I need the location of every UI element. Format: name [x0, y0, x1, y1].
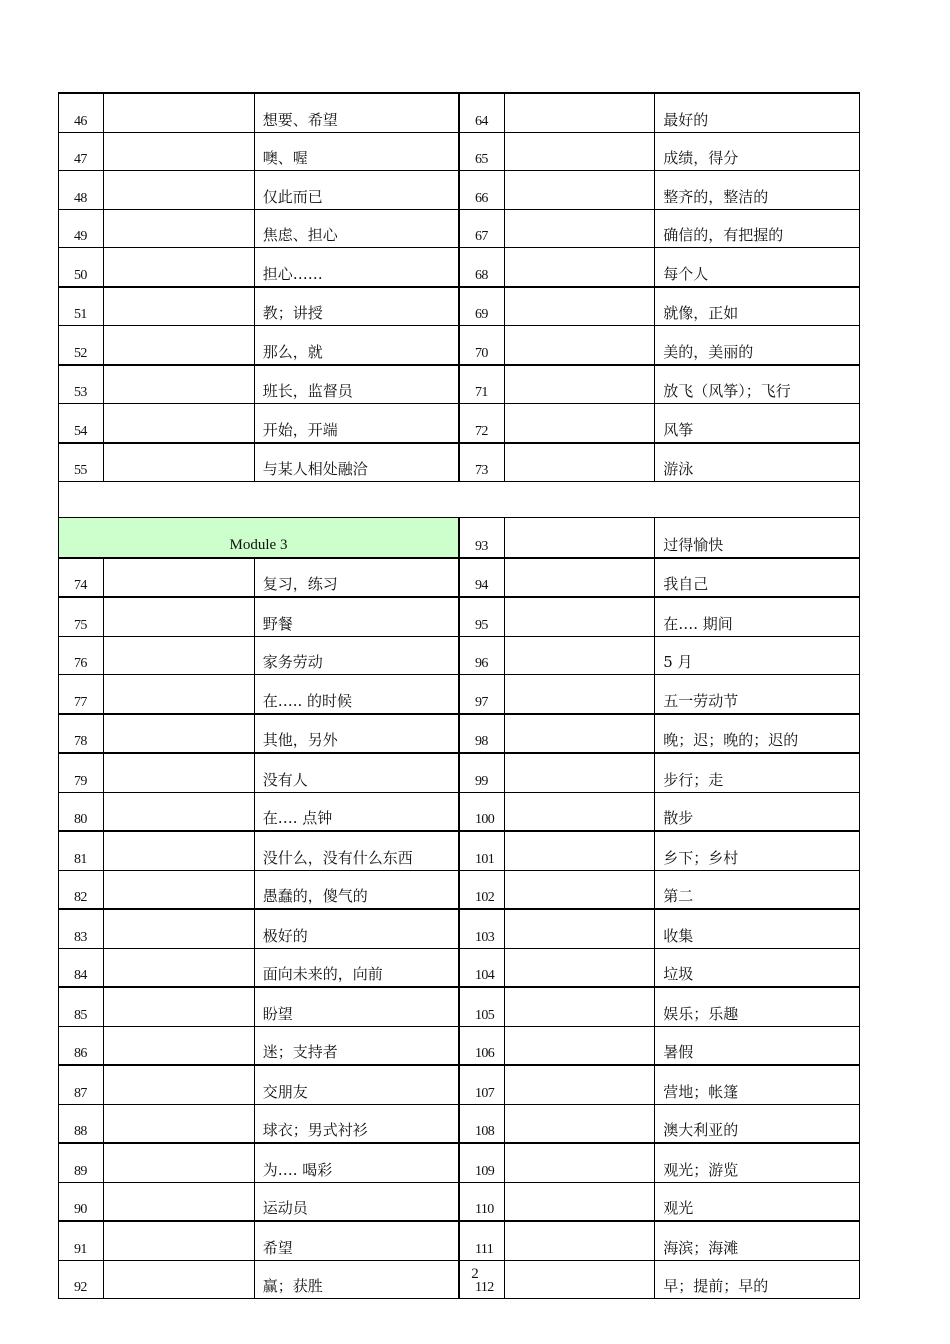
table-row: [59, 365, 860, 404]
item-number: 97: [459, 675, 504, 714]
item-number: 84: [59, 948, 104, 987]
answer-blank[interactable]: [504, 909, 655, 948]
item-meaning: 乡下；乡村: [655, 831, 860, 870]
item-meaning: 观光；游览: [655, 1143, 860, 1182]
item-meaning: 盼望: [254, 987, 459, 1026]
page-number: 2: [471, 1266, 479, 1282]
item-number: 65: [459, 132, 504, 171]
item-number: 106: [459, 1026, 504, 1065]
item-meaning: 在…. 期间: [655, 597, 860, 636]
answer-blank[interactable]: [104, 987, 255, 1026]
answer-blank[interactable]: [504, 443, 655, 482]
item-number: 48: [59, 171, 104, 210]
answer-blank[interactable]: [104, 248, 255, 287]
table-row: [59, 1143, 860, 1182]
table-row: [59, 404, 860, 443]
item-meaning: 在….. 的时候: [254, 675, 459, 714]
answer-blank[interactable]: [504, 132, 655, 171]
table-row: [59, 753, 860, 792]
answer-blank[interactable]: [504, 1104, 655, 1143]
vocabulary-table: [58, 92, 860, 1299]
table-row: [59, 1182, 860, 1221]
answer-blank[interactable]: [504, 753, 655, 792]
item-number: 66: [459, 171, 504, 210]
item-meaning: 观光: [655, 1182, 860, 1221]
item-number: 96: [459, 636, 504, 675]
item-meaning: 第二: [655, 870, 860, 909]
item-meaning: 整齐的，整洁的: [655, 171, 860, 210]
item-meaning: 班长，监督员: [254, 365, 459, 404]
answer-blank[interactable]: [104, 831, 255, 870]
answer-blank[interactable]: [504, 171, 655, 210]
item-number: 79: [59, 753, 104, 792]
answer-blank[interactable]: [104, 909, 255, 948]
answer-blank[interactable]: [104, 287, 255, 326]
item-number: 98: [459, 714, 504, 754]
item-number: 78: [59, 714, 104, 754]
answer-blank[interactable]: [104, 870, 255, 909]
answer-blank[interactable]: [504, 987, 655, 1026]
answer-blank[interactable]: [504, 209, 655, 248]
vocabulary-table-sheet: [58, 92, 860, 1299]
empty-row: [59, 482, 860, 518]
item-meaning: 迷；支持者: [254, 1026, 459, 1065]
section-gap-row: [59, 482, 860, 518]
answer-blank[interactable]: [104, 1065, 255, 1104]
item-number: 51: [59, 287, 104, 326]
table-row: [59, 948, 860, 987]
item-meaning: 运动员: [254, 1182, 459, 1221]
answer-blank[interactable]: [104, 948, 255, 987]
item-number: 77: [59, 675, 104, 714]
answer-blank[interactable]: [504, 870, 655, 909]
item-meaning: 在…. 点钟: [254, 792, 459, 831]
item-number: 107: [459, 1065, 504, 1104]
item-number: 83: [59, 909, 104, 948]
answer-blank[interactable]: [104, 1182, 255, 1221]
item-number: 111: [459, 1221, 504, 1260]
answer-blank[interactable]: [104, 636, 255, 675]
item-number: 109: [459, 1143, 504, 1182]
table-row: [59, 636, 860, 675]
answer-blank[interactable]: [104, 209, 255, 248]
answer-blank[interactable]: [104, 93, 255, 132]
item-number: 95: [459, 597, 504, 636]
table-row: [59, 248, 860, 287]
module-title: Module 3: [59, 518, 459, 558]
item-meaning: 步行；走: [655, 753, 860, 792]
item-number: 69: [459, 287, 504, 326]
table-row: [59, 93, 860, 132]
table-row: [59, 597, 860, 636]
item-number: 100: [459, 792, 504, 831]
item-meaning: 面向未来的，向前: [254, 948, 459, 987]
item-number: 71: [459, 365, 504, 404]
table-row: [59, 1065, 860, 1104]
item-meaning: 我自己: [655, 558, 860, 598]
item-number: 64: [459, 93, 504, 132]
item-number: 68: [459, 248, 504, 287]
answer-blank[interactable]: [504, 518, 655, 558]
answer-blank[interactable]: [504, 558, 655, 598]
item-number: 99: [459, 753, 504, 792]
item-meaning: 散步: [655, 792, 860, 831]
item-number: 93: [459, 518, 504, 558]
answer-blank[interactable]: [104, 1221, 255, 1260]
table-row: [59, 792, 860, 831]
item-number: 52: [59, 326, 104, 365]
item-meaning: 没什么，没有什么东西: [254, 831, 459, 870]
table-row: [59, 287, 860, 326]
item-meaning: 暑假: [655, 1026, 860, 1065]
answer-blank[interactable]: [104, 597, 255, 636]
item-meaning: 风筝: [655, 404, 860, 443]
item-meaning: 垃圾: [655, 948, 860, 987]
item-number: 70: [459, 326, 504, 365]
item-number: 72: [459, 404, 504, 443]
item-number: 105: [459, 987, 504, 1026]
module-header-row: [59, 518, 860, 558]
item-meaning: 焦虑、担心: [254, 209, 459, 248]
answer-blank[interactable]: [504, 714, 655, 754]
answer-blank[interactable]: [104, 404, 255, 443]
item-meaning: 游泳: [655, 443, 860, 482]
answer-blank[interactable]: [504, 1143, 655, 1182]
item-meaning: 家务劳动: [254, 636, 459, 675]
answer-blank[interactable]: [504, 1026, 655, 1065]
item-meaning: 野餐: [254, 597, 459, 636]
item-number: 50: [59, 248, 104, 287]
table-row: [59, 675, 860, 714]
table-row: [59, 1221, 860, 1260]
answer-blank[interactable]: [104, 714, 255, 754]
answer-blank[interactable]: [504, 1221, 655, 1260]
item-number: 46: [59, 93, 104, 132]
item-number: 90: [59, 1182, 104, 1221]
answer-blank[interactable]: [504, 93, 655, 132]
item-number: 89: [59, 1143, 104, 1182]
answer-blank[interactable]: [504, 326, 655, 365]
answer-blank[interactable]: [104, 792, 255, 831]
item-number: 73: [459, 443, 504, 482]
item-meaning: 美的，美丽的: [655, 326, 860, 365]
item-number: 67: [459, 209, 504, 248]
item-number: 85: [59, 987, 104, 1026]
table-row: [59, 831, 860, 870]
item-meaning: 为…. 喝彩: [254, 1143, 459, 1182]
item-number: 86: [59, 1026, 104, 1065]
item-meaning: 希望: [254, 1221, 459, 1260]
item-meaning: 营地；帐篷: [655, 1065, 860, 1104]
item-meaning: 就像，正如: [655, 287, 860, 326]
item-meaning: 海滨；海滩: [655, 1221, 860, 1260]
item-meaning: 过得愉快: [655, 518, 860, 558]
item-meaning: 交朋友: [254, 1065, 459, 1104]
item-meaning: 娱乐；乐趣: [655, 987, 860, 1026]
item-number: 103: [459, 909, 504, 948]
table-row: [59, 443, 860, 482]
item-number: 74: [59, 558, 104, 598]
table-row: [59, 870, 860, 909]
item-number: 104: [459, 948, 504, 987]
answer-blank[interactable]: [104, 1143, 255, 1182]
item-meaning: 想要、希望: [254, 93, 459, 132]
item-meaning: 最好的: [655, 93, 860, 132]
item-meaning: 晚；迟；晚的；迟的: [655, 714, 860, 754]
item-number: 80: [59, 792, 104, 831]
table-row: [59, 987, 860, 1026]
answer-blank[interactable]: [504, 1182, 655, 1221]
item-meaning: 教；讲授: [254, 287, 459, 326]
item-meaning: 开始，开端: [254, 404, 459, 443]
answer-blank[interactable]: [504, 792, 655, 831]
answer-blank[interactable]: [104, 1104, 255, 1143]
item-number: 88: [59, 1104, 104, 1143]
item-meaning: 担心……: [254, 248, 459, 287]
table-row: [59, 171, 860, 210]
item-meaning: 5 月: [655, 636, 860, 675]
item-number: 55: [59, 443, 104, 482]
answer-blank[interactable]: [104, 365, 255, 404]
item-meaning: 澳大利亚的: [655, 1104, 860, 1143]
item-number: 53: [59, 365, 104, 404]
item-meaning: 其他，另外: [254, 714, 459, 754]
item-number: 110: [459, 1182, 504, 1221]
item-number: 94: [459, 558, 504, 598]
table-row: [59, 1026, 860, 1065]
answer-blank[interactable]: [104, 1026, 255, 1065]
item-meaning: 愚蠢的，傻气的: [254, 870, 459, 909]
answer-blank[interactable]: [504, 248, 655, 287]
item-meaning: 仅此而已: [254, 171, 459, 210]
answer-blank[interactable]: [504, 365, 655, 404]
answer-blank[interactable]: [104, 558, 255, 598]
item-number: 75: [59, 597, 104, 636]
item-number: 102: [459, 870, 504, 909]
table-row: [59, 326, 860, 365]
table-row: [59, 558, 860, 598]
answer-blank[interactable]: [504, 404, 655, 443]
item-number: 49: [59, 209, 104, 248]
answer-blank[interactable]: [104, 132, 255, 171]
answer-blank[interactable]: [504, 675, 655, 714]
item-meaning: 与某人相处融洽: [254, 443, 459, 482]
answer-blank[interactable]: [104, 753, 255, 792]
item-meaning: 五一劳动节: [655, 675, 860, 714]
answer-blank[interactable]: [504, 287, 655, 326]
item-number: 91: [59, 1221, 104, 1260]
item-meaning: 赢；获胜: [254, 1260, 459, 1299]
item-number: 108: [459, 1104, 504, 1143]
item-number: 87: [59, 1065, 104, 1104]
item-meaning: 没有人: [254, 753, 459, 792]
answer-blank[interactable]: [504, 636, 655, 675]
item-number: 101: [459, 831, 504, 870]
answer-blank[interactable]: [104, 443, 255, 482]
table-row: [59, 909, 860, 948]
item-number: 82: [59, 870, 104, 909]
item-number: 47: [59, 132, 104, 171]
answer-blank[interactable]: [104, 675, 255, 714]
item-meaning: 复习，练习: [254, 558, 459, 598]
item-number: 92: [59, 1260, 104, 1299]
answer-blank[interactable]: [504, 597, 655, 636]
answer-blank[interactable]: [104, 171, 255, 210]
item-meaning: 极好的: [254, 909, 459, 948]
table-row: [59, 1104, 860, 1143]
item-meaning: 收集: [655, 909, 860, 948]
item-number: 112: [459, 1260, 504, 1299]
item-meaning: 那么，就: [254, 326, 459, 365]
item-number: 76: [59, 636, 104, 675]
item-meaning: 放飞（风筝）；飞行: [655, 365, 860, 404]
item-meaning: 早；提前；早的: [655, 1260, 860, 1299]
item-number: 54: [59, 404, 104, 443]
table-row: [59, 714, 860, 754]
answer-blank[interactable]: [104, 326, 255, 365]
item-number: 81: [59, 831, 104, 870]
answer-blank[interactable]: [504, 1065, 655, 1104]
item-meaning: 成绩，得分: [655, 132, 860, 171]
item-meaning: 每个人: [655, 248, 860, 287]
answer-blank[interactable]: [504, 831, 655, 870]
item-meaning: 球衣；男式衬衫: [254, 1104, 459, 1143]
table-row: [59, 209, 860, 248]
table-row: [59, 132, 860, 171]
answer-blank[interactable]: [504, 948, 655, 987]
item-meaning: 确信的，有把握的: [655, 209, 860, 248]
item-meaning: 噢、喔: [254, 132, 459, 171]
